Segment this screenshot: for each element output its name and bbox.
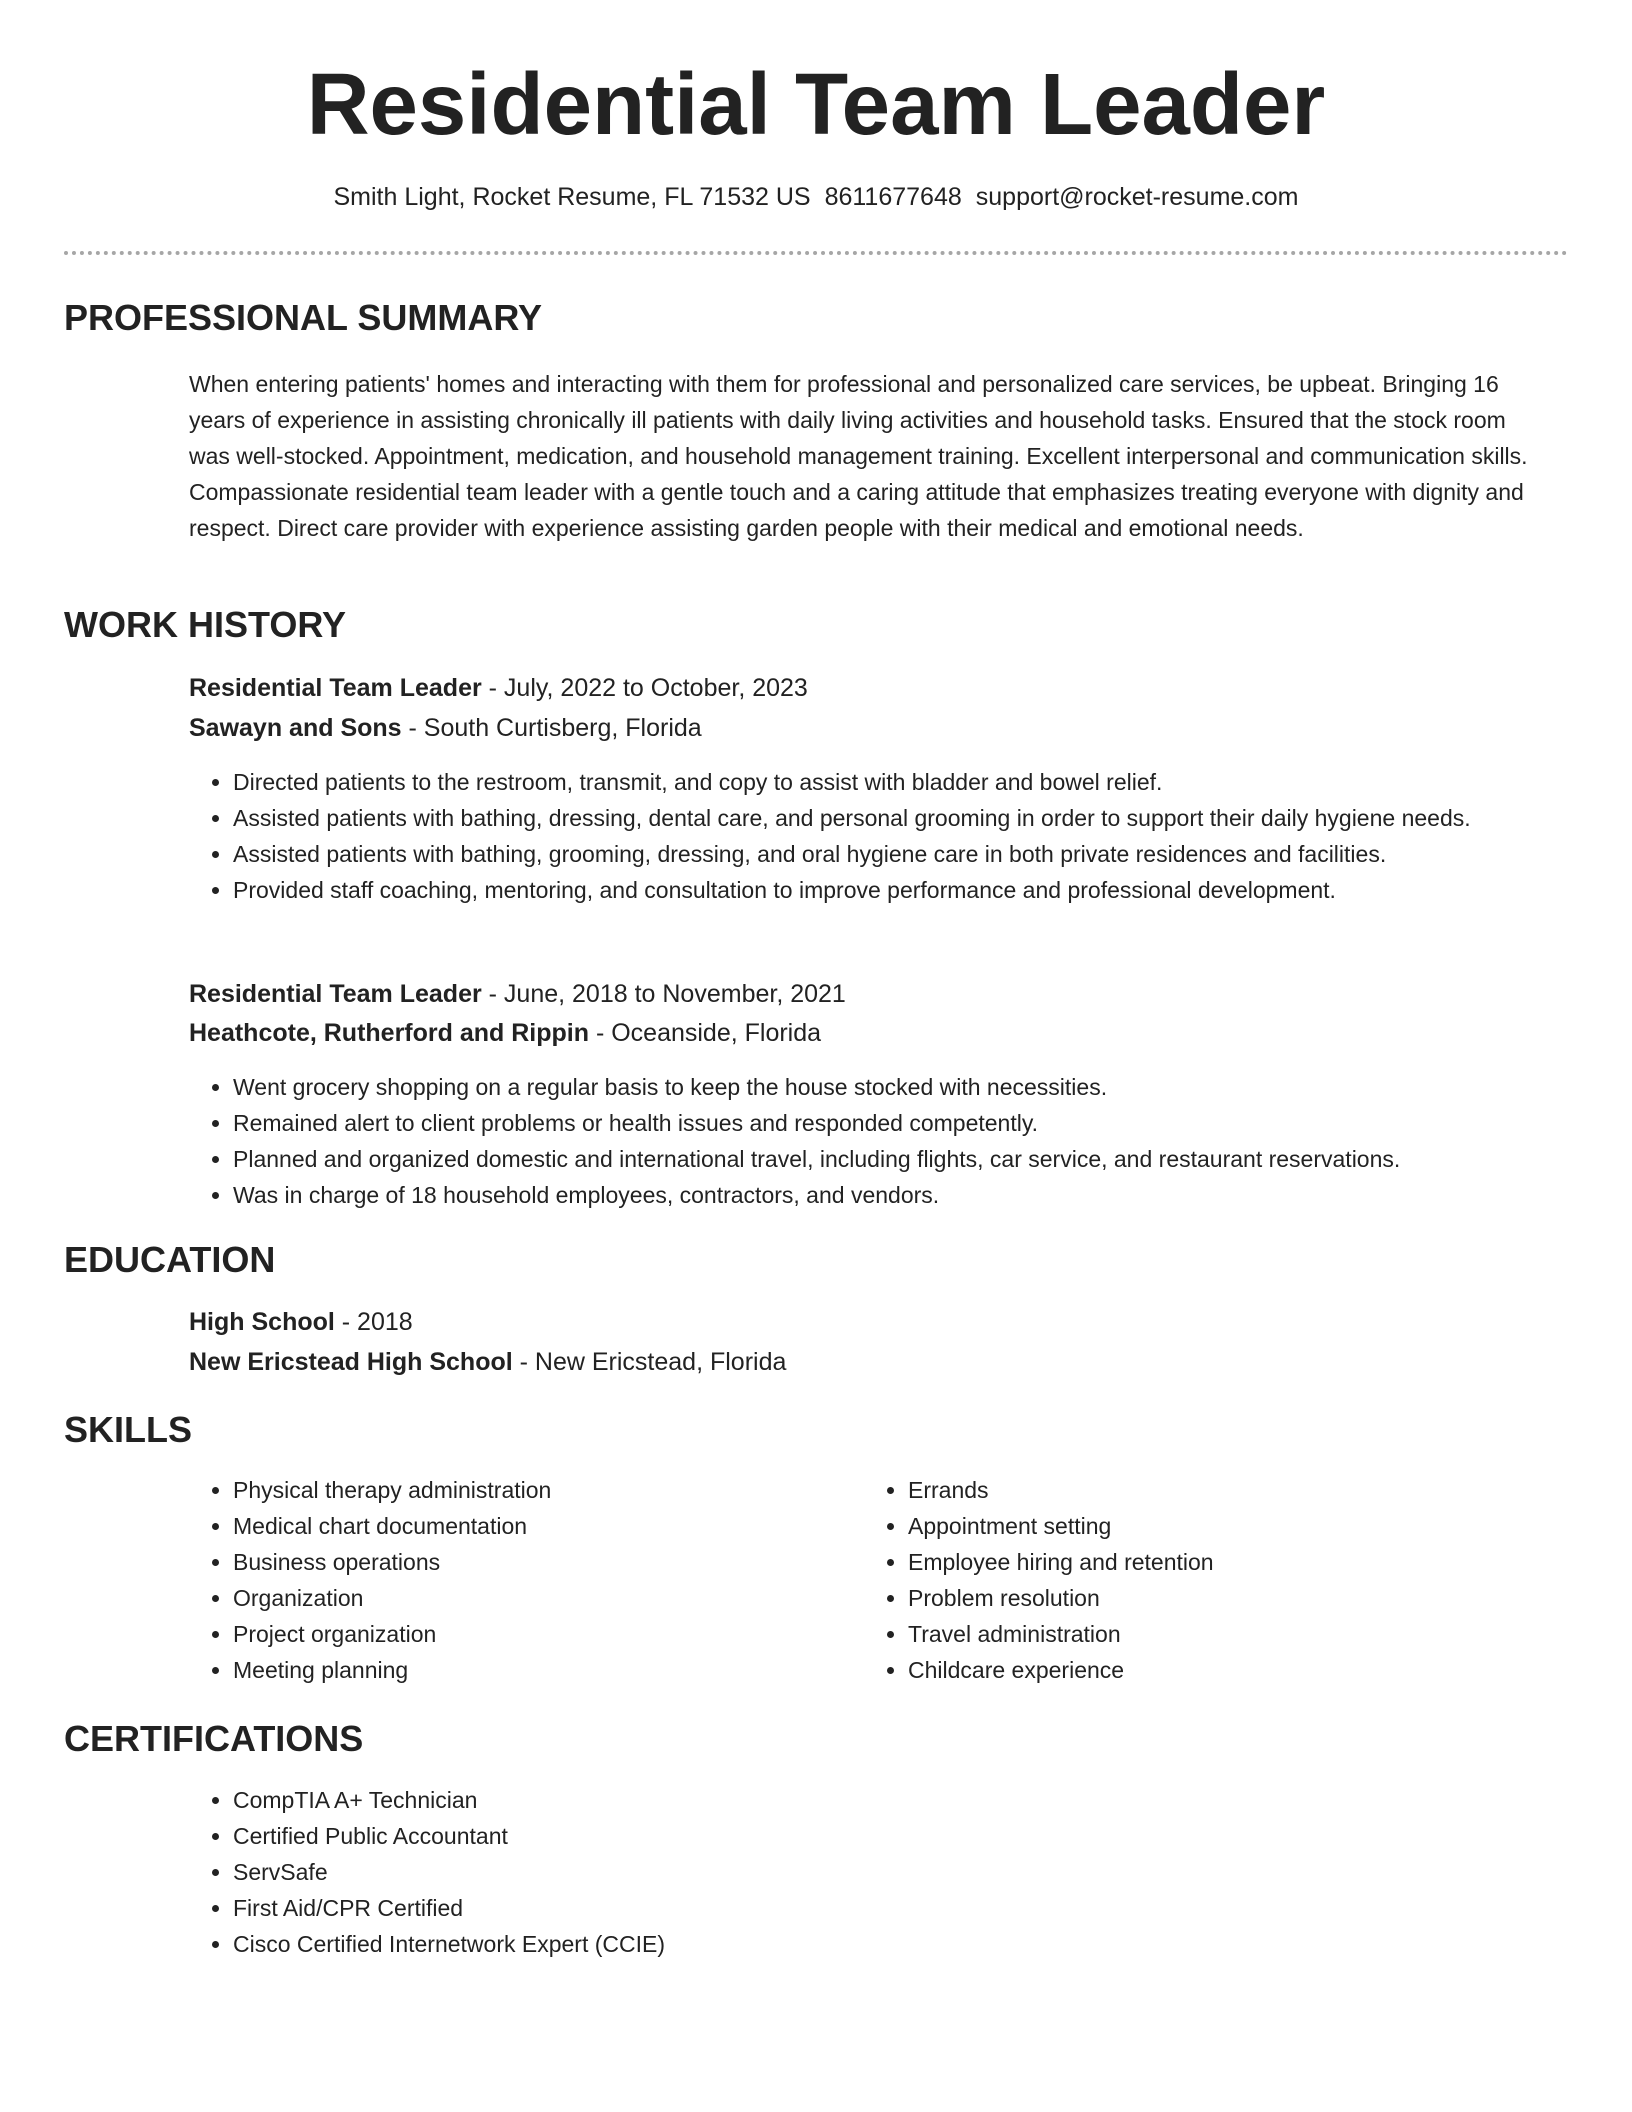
contact-email: support@rocket-resume.com	[975, 183, 1299, 211]
list-item: • Problem resolution	[908, 1580, 1528, 1616]
job-2-bullets	[189, 1069, 1549, 1213]
job-1-bullets	[189, 764, 1549, 908]
list-item: • Meeting planning	[233, 1652, 853, 1688]
job-2-company: Heathcote, Rutherford and Rippin	[189, 1019, 589, 1047]
list-item: • Went grocery shopping on a regular basis to keep the house stocked with necessities.	[233, 1069, 1549, 1105]
job-2-dates: - June, 2018 to November, 2021	[481, 980, 846, 1008]
resume-name: Residential Team Leader	[306, 56, 1326, 153]
list-item: • Employee hiring and retention	[908, 1544, 1528, 1580]
contact-line	[0, 180, 1632, 214]
list-item: • Directed patients to the restroom, transmit, and copy to assist with bladder and bowel relief.	[233, 764, 1549, 800]
job-2-company-line	[189, 1016, 821, 1050]
skills-list-left	[189, 1472, 853, 1688]
section-title-education: EDUCATION	[64, 1239, 276, 1280]
section-title-work-history: WORK HISTORY	[64, 604, 347, 645]
list-item: • Errands	[908, 1472, 1528, 1508]
education-school: New Ericstead High School	[189, 1348, 513, 1376]
job-2-role: Residential Team Leader	[189, 980, 482, 1008]
list-item: • Assisted patients with bathing, grooming, dressing, and oral hygiene care in both private residences and facilities.	[233, 836, 1549, 872]
skills-list-right	[864, 1472, 1528, 1688]
contact-phone: 8611677648	[824, 183, 962, 211]
list-item: • Business operations	[233, 1544, 853, 1580]
job-2-location: - Oceanside, Florida	[589, 1019, 822, 1047]
job-1-company-line	[189, 711, 702, 745]
list-item: • Was in charge of 18 household employees, contractors, and vendors.	[233, 1177, 1549, 1213]
job-1-dates: - July, 2022 to October, 2023	[481, 674, 808, 702]
list-item: • Physical therapy administration	[233, 1472, 853, 1508]
job-1-role: Residential Team Leader	[189, 674, 482, 702]
list-item: • Project organization	[233, 1616, 853, 1652]
education-school-line	[189, 1345, 786, 1379]
list-item: • Cisco Certified Internetwork Expert (CCIE)	[233, 1926, 1133, 1962]
section-title-certifications: CERTIFICATIONS	[64, 1718, 364, 1759]
list-item: • Organization	[233, 1580, 853, 1616]
list-item: • Childcare experience	[908, 1652, 1528, 1688]
list-item: • Provided staff coaching, mentoring, and consultation to improve performance and professional development.	[233, 872, 1549, 908]
list-item: • First Aid/CPR Certified	[233, 1890, 1133, 1926]
summary-text: When entering patients' homes and interacting with them for professional and personalized care services, be upbeat. Bringing 16 years of experience in assisting chronically ill patients with daily living activities and household tasks. Ensured that the stock room was well-stocked. Appointment, medication, and household management training. Excellent interpersonal and communication skills. Compassionate residential team leader with a gentle touch and a caring attitude that emphasizes treating everyone with dignity and respect. Direct care provider with experience assisting garden people with their medical and emotional needs.	[189, 371, 1528, 541]
job-2-title-line	[189, 977, 846, 1011]
section-title-skills: SKILLS	[64, 1409, 193, 1450]
list-item: • Appointment setting	[908, 1508, 1528, 1544]
education-degree: High School	[189, 1308, 335, 1336]
list-item: • Assisted patients with bathing, dressing, dental care, and personal grooming in order to support their daily hygiene needs.	[233, 800, 1549, 836]
job-1-company: Sawayn and Sons	[189, 714, 402, 742]
header-divider	[64, 251, 1568, 255]
education-location: - New Ericstead, Florida	[512, 1348, 787, 1376]
list-item: • Planned and organized domestic and international travel, including flights, car service, and restaurant reservations.	[233, 1141, 1549, 1177]
certifications-list	[189, 1782, 1133, 1962]
education-year: - 2018	[334, 1308, 413, 1336]
job-1-title-line	[189, 671, 808, 705]
list-item: • Remained alert to client problems or health issues and responded competently.	[233, 1105, 1549, 1141]
job-1-location: - South Curtisberg, Florida	[401, 714, 702, 742]
list-item: • CompTIA A+ Technician	[233, 1782, 1133, 1818]
list-item: • Certified Public Accountant	[233, 1818, 1133, 1854]
section-title-summary: PROFESSIONAL SUMMARY	[64, 297, 543, 338]
list-item: • ServSafe	[233, 1854, 1133, 1890]
list-item: • Travel administration	[908, 1616, 1528, 1652]
list-item: • Medical chart documentation	[233, 1508, 853, 1544]
education-degree-line	[189, 1305, 413, 1339]
contact-address: Smith Light, Rocket Resume, FL 71532 US	[333, 183, 811, 211]
